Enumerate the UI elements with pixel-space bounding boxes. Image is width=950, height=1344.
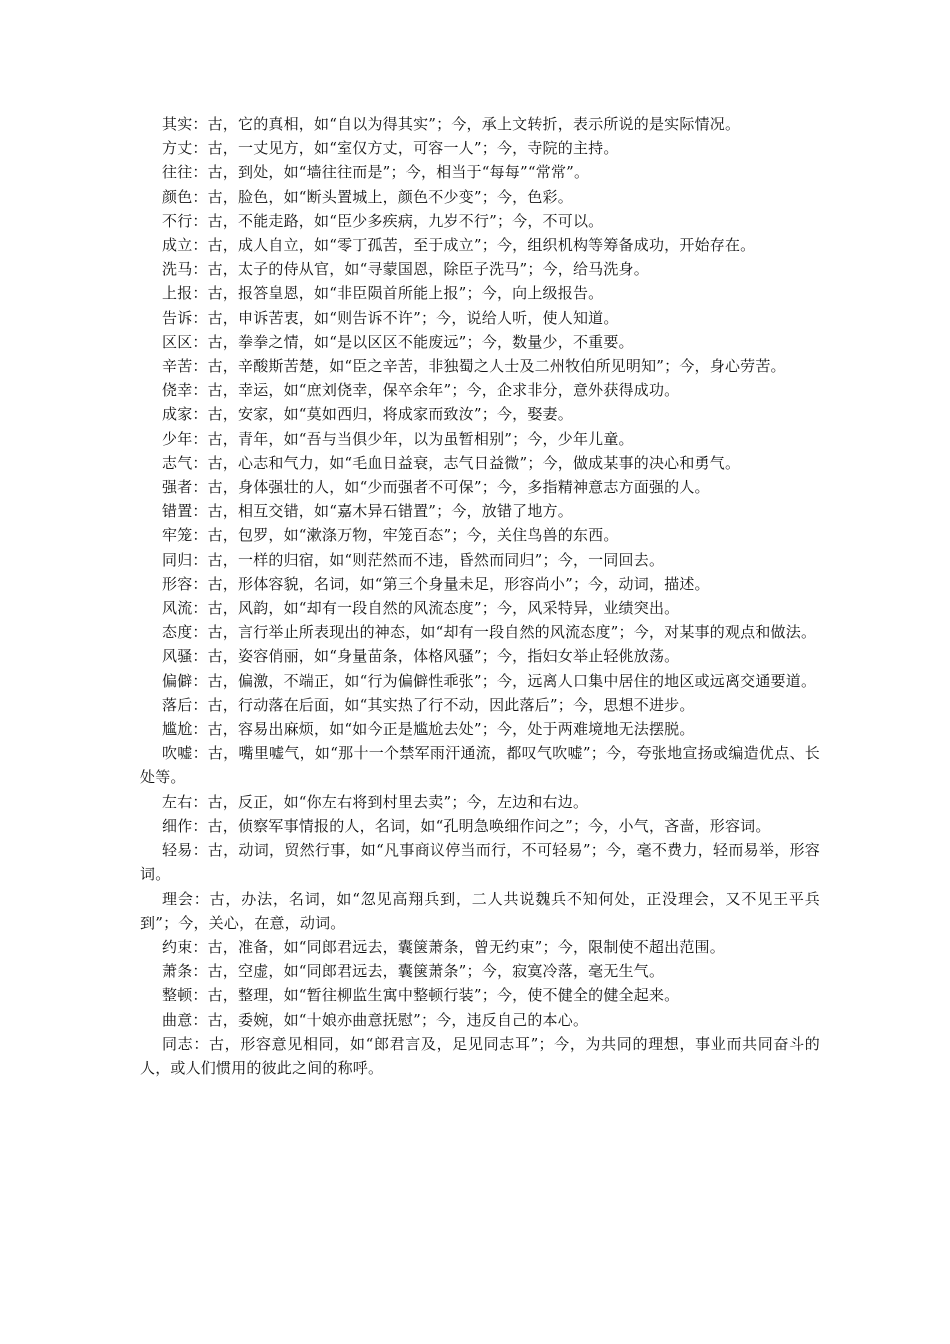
- entry-zhengdun: 整顿：古，整理，如“暂往柳监生寓中整顿行装”；今，使不健全的健全起来。: [162, 986, 680, 1005]
- entry-shaonian: 少年：古，青年，如“吾与当俱少年，以为虽暂相别”；今，少年儿童。: [162, 429, 634, 448]
- entry-ququ: 区区：古，拳拳之情，如“是以区区不能废远”；今，数量少，不重要。: [162, 332, 634, 351]
- entry-xiaotiao: 萧条：古，空虚，如“同郎君远去，囊箧萧条”；今，寂寞冷落，毫无生气。: [162, 962, 665, 981]
- entry-luohou: 落后：古，行动落在后面，如“其实热了行不动，因此落后”；今，思想不进步。: [162, 695, 695, 714]
- entry-fengliu: 风流：古，风韵，如“却有一段自然的风流态度”；今，风采特异，业绩突出。: [162, 599, 680, 618]
- entry-xima: 洗马：古，太子的侍从官，如“寻蒙国恩，除臣子洗马”；今，给马洗身。: [162, 260, 649, 279]
- entry-qingyi: 轻易：古，动词，贸然行事，如“凡事商议停当而行，不可轻易”；今，毫不费力，轻而易举，形容词。: [140, 841, 820, 884]
- entry-fengsao: 风骚：古，姿容俏丽，如“身量苗条，体格风骚”；今，指妇女举止轻佻放荡。: [162, 647, 680, 666]
- entry-zhiqi: 志气：古，心志和气力，如“毛血日益衰，志气日益微”；今，做成某事的决心和勇气。: [162, 453, 741, 472]
- entry-tongzhi: 同志：古，形容意见相同，如“郎君言及，足见同志耳”；今，为共同的理想，事业而共同奋斗的人，或人们惯用的彼此之间的称呼。: [140, 1034, 820, 1077]
- entry-buxing: 不行：古，不能走路，如“臣少多疾病，九岁不行”；今，不可以。: [162, 211, 604, 230]
- entry-tonggui: 同归：古，一样的归宿，如“则茫然而不违，昏然而同归”；今，一同回去。: [162, 550, 665, 569]
- entry-qishi: 其实：古，它的真相，如“自以为得其实”；今，承上文转折，表示所说的是实际情况。: [162, 115, 741, 133]
- entry-zuoyou: 左右：古，反正，如“你左右将到村里去卖”；今，左边和右边。: [162, 792, 589, 811]
- entry-pianpi: 偏僻：古，偏激，不端正，如“行为偏僻性乖张”；今，远离人口集中居住的地区或远离交通要道。: [162, 671, 817, 690]
- entry-chuixu: 吹嘘：古，嘴里嘘气，如“那十一个禁军雨汗通流，都叹气吹嘘”；今，夸张地宣扬或编造优点、长处等。: [140, 744, 820, 787]
- entry-fangzhang: 方丈：古，一丈见方，如“室仅方丈，可容一人”；今，寺院的主持。: [162, 139, 619, 158]
- entry-jiaoxing: 侥幸：古，幸运，如“庶刘侥幸，保卒余年”；今，企求非分，意外获得成功。: [162, 381, 680, 400]
- entry-xinku: 辛苦：古，辛酸斯苦楚，如“臣之辛苦，非独蜀之人士及二州牧伯所见明知”；今，身心劳苦。: [162, 357, 786, 376]
- entry-quyi: 曲意：古，委婉，如“十娘亦曲意抚慰”；今，违反自己的本心。: [162, 1010, 589, 1029]
- entry-chengli: 成立：古，成人自立，如“零丁孤苦，至于成立”；今，组织机构等筹备成功，开始存在。: [162, 236, 756, 255]
- entry-qiangzhe: 强者：古，身体强壮的人，如“少而强者不可保”；今，多指精神意志方面强的人。: [162, 478, 710, 497]
- document-body: [140, 112, 820, 1080]
- entry-wangwang: 往往：古，到处，如“墙往往而是”；今，相当于“每每”“常常”。: [162, 163, 590, 182]
- entry-chengjia: 成家：古，安家，如“莫如西归，将成家而致汝”；今，娶妻。: [162, 405, 573, 424]
- entry-laolong: 牢笼：古，包罗，如“漱涤万物，牢笼百态”；今，关住鸟兽的东西。: [162, 526, 619, 545]
- entry-yanse: 颜色：古，脸色，如“断头置城上，颜色不少变”；今，色彩。: [162, 187, 573, 206]
- entry-lihui: 理会：古，办法，名词，如“忽见高翔兵到，二人共说魏兵不知何处，正没理会，又不见王平兵到”；今，关心，在意，动词。: [140, 889, 820, 932]
- entry-shangbao: 上报：古，报答皇恩，如“非臣陨首所能上报”；今，向上级报告。: [162, 284, 604, 303]
- entry-gaosu: 告诉：古，申诉苦衷，如“则告诉不许”；今，说给人听，使人知道。: [162, 308, 619, 327]
- entry-taidu: 态度：古，言行举止所表现出的神态，如“却有一段自然的风流态度”；今，对某事的观点和做法。: [162, 623, 817, 642]
- entry-xingrong: 形容：古，形体容貌，名词，如“第三个身量未足，形容尚小”；今，动词，描述。: [162, 574, 710, 593]
- entry-yueshu: 约束：古，准备，如“同郎君远去，囊箧萧条，曾无约束”；今，限制使不超出范围。: [162, 937, 725, 956]
- entry-ganga: 尴尬：古，容易出麻烦，如“如今正是尴尬去处”；今，处于两难境地无法摆脱。: [162, 720, 695, 739]
- entry-xizuo: 细作：古，侦察军事情报的人，名词，如“孔明急唤细作问之”；今，小气，吝啬，形容词。: [162, 816, 771, 835]
- entry-cuozhi: 错置：古，相互交错，如“嘉木异石错置”；今，放错了地方。: [162, 502, 573, 521]
